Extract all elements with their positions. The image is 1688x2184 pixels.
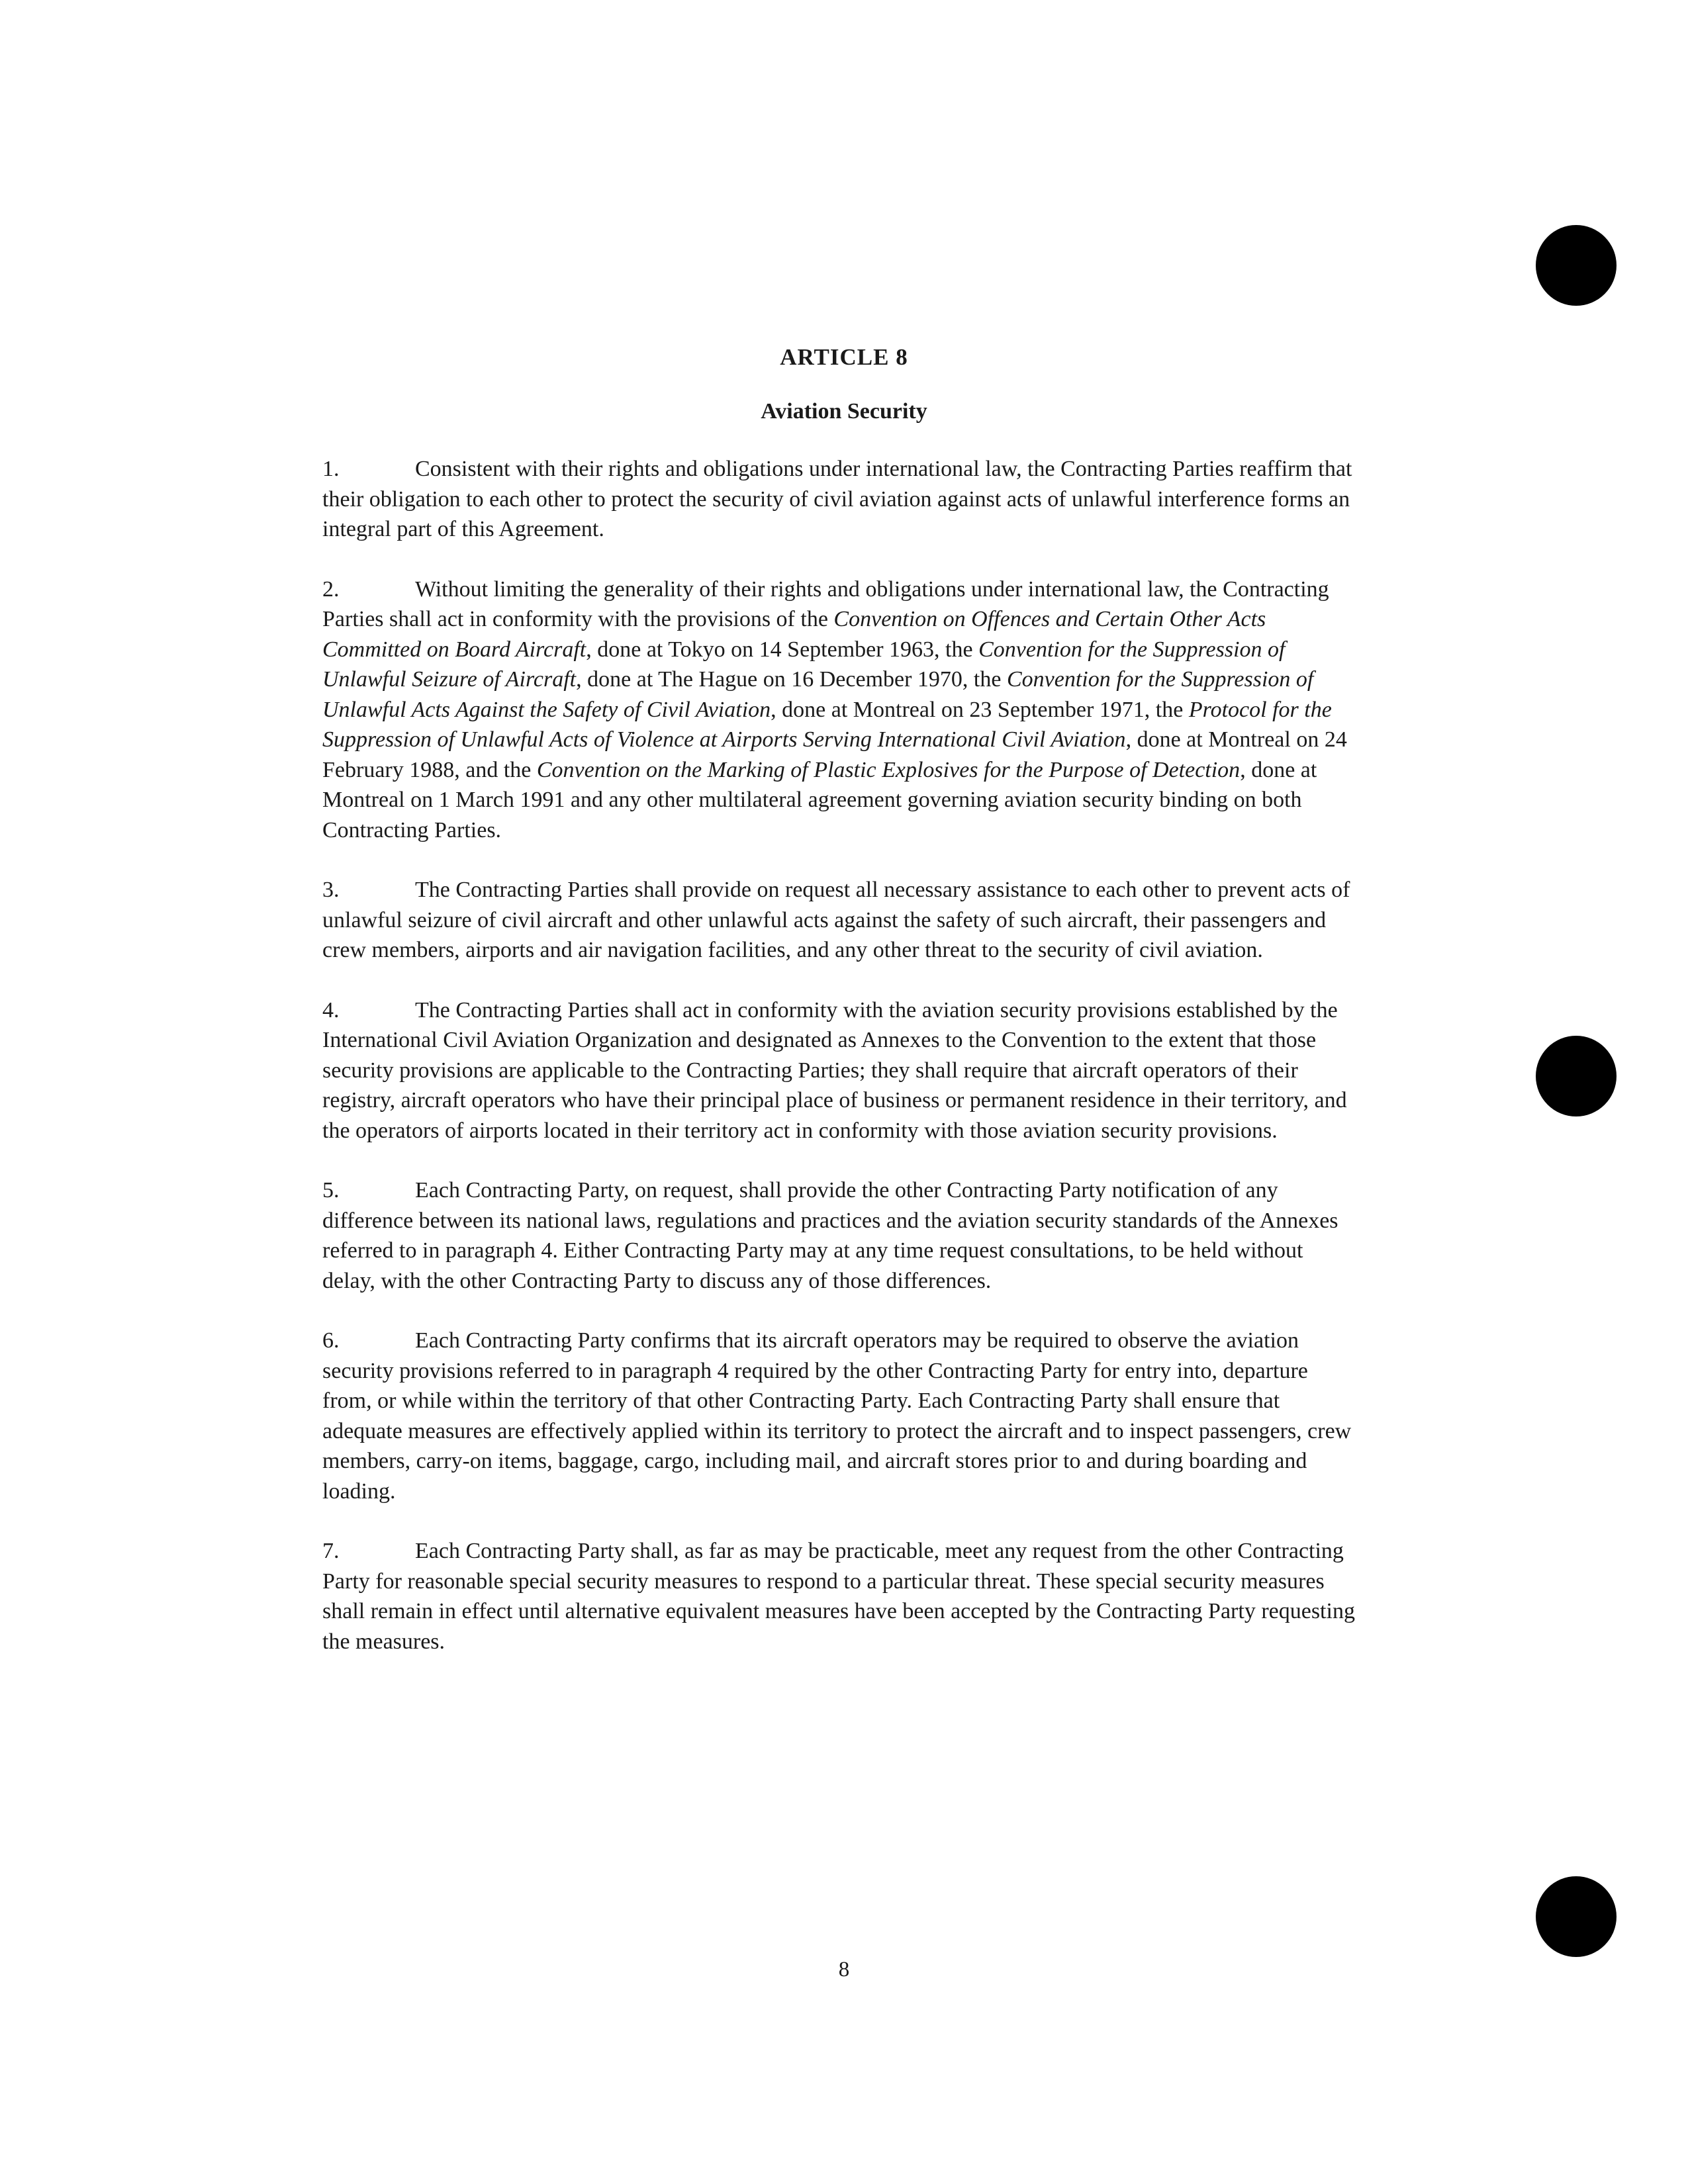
treaty-title: Convention for the Suppression of Unlawful Acts Against the Safety of Civil Aviation	[322, 667, 1314, 722]
paragraph-text: The Contracting Parties shall provide on request all necessary assistance to each other to prevent acts of unlawful seizure of civil aircraft and other unlawful acts against the safety of such aircraft, their passengers and crew members, airports and air navigation facilities, and any other threat to the security of civil aviation.	[322, 878, 1350, 962]
paragraph-text: Each Contracting Party, on request, shall provide the other Contracting Party notification of any difference between its national laws, regulations and practices and the aviation security standards of the Annexes referred to in paragraph 4. Either Contracting Party may at any time request consultations, to be held without delay, with the other Contracting Party to discuss any of those differences.	[322, 1178, 1338, 1293]
paragraph-7	[322, 1536, 1355, 1657]
paragraph-number: 2.	[322, 576, 340, 602]
punch-hole-middle	[1536, 1036, 1617, 1116]
page-number: 8	[838, 1958, 850, 1981]
paragraph-text: Consistent with their rights and obligations under international law, the Contracting Parties reaffirm that their obligation to each other to protect the security of civil aviation against acts of unlawful interference forms an integral part of this Agreement.	[322, 457, 1352, 541]
paragraph-6	[322, 1326, 1355, 1506]
article-title: ARTICLE 8	[780, 344, 908, 370]
punch-hole-bottom	[1536, 1876, 1617, 1957]
paragraph-number: 1.	[322, 457, 340, 481]
paragraph-text: , done at The Hague on 16 December 1970, the	[576, 667, 1007, 692]
paragraph-4	[322, 995, 1355, 1146]
paragraph-number: 3.	[322, 878, 340, 902]
paragraph-text: Without limiting the generality of their rights and obligations under international law, the Contracting Parties shall act in conformity with the provisions of the	[322, 576, 1329, 631]
treaty-title: Convention for the Suppression of Unlawful Seizure of Aircraft	[322, 637, 1286, 692]
article-subtitle: Aviation Security	[761, 399, 927, 424]
paragraph-5	[322, 1175, 1355, 1296]
paragraph-number: 5.	[322, 1178, 340, 1203]
treaty-title: Convention on Offences and Certain Other Acts Committed on Board Aircraft	[322, 607, 1266, 662]
paragraph-text: , done at Tokyo on 14 September 1963, the	[586, 637, 979, 662]
paragraph-text: Each Contracting Party confirms that its aircraft operators may be required to observe the aviation security provisions referred to in paragraph 4 required by the other Contracting Party for entry into, departure from, or while within the territory of that other Contracting Party. Each Contracting Party shall ensure that adequate measures are effectively applied within its territory to protect the aircraft and to inspect passengers, crew members, carry-on items, baggage, cargo, including mail, and aircraft stores prior to and during boarding and loading.	[322, 1328, 1352, 1504]
treaty-title: Convention on the Marking of Plastic Explosives for the Purpose of Detection	[536, 757, 1241, 782]
paragraph-1	[322, 454, 1355, 545]
article-body	[322, 454, 1355, 1686]
paragraph-number: 4.	[322, 997, 340, 1023]
treaty-title: Protocol for the Suppression of Unlawful Acts of Violence at Airports Serving International Civil Aviation	[322, 697, 1332, 752]
paragraph-number: 7.	[322, 1539, 340, 1563]
paragraph-number: 6.	[322, 1328, 340, 1353]
punch-hole-top	[1536, 225, 1617, 306]
paragraph-text: The Contracting Parties shall act in conformity with the aviation security provisions established by the International Civil Aviation Organization and designated as Annexes to the Convention to the extent that those security provisions are applicable to the Contracting Parties; they shall require that aircraft operators of their registry, aircraft operators who have their principal place of business or permanent residence in their territory, and the operators of airports located in their territory act in conformity with those aviation security provisions.	[322, 997, 1347, 1143]
paragraph-text: Each Contracting Party shall, as far as may be practicable, meet any request from the other Contracting Party for reasonable special security measures to respond to a particular threat. These special security measures shall remain in effect until alternative equivalent measures have been accepted by the Contracting Party requesting the measures.	[322, 1539, 1355, 1654]
paragraph-text: , done at Montreal on 1 March 1991 and any other multilateral agreement governing aviation security binding on both Contracting Parties.	[322, 757, 1317, 842]
paragraph-2	[322, 574, 1355, 846]
paragraph-text: , done at Montreal on 24 February 1988, and the	[322, 727, 1347, 782]
paragraph-3	[322, 875, 1355, 966]
paragraph-text: , done at Montreal on 23 September 1971, the	[771, 697, 1189, 722]
